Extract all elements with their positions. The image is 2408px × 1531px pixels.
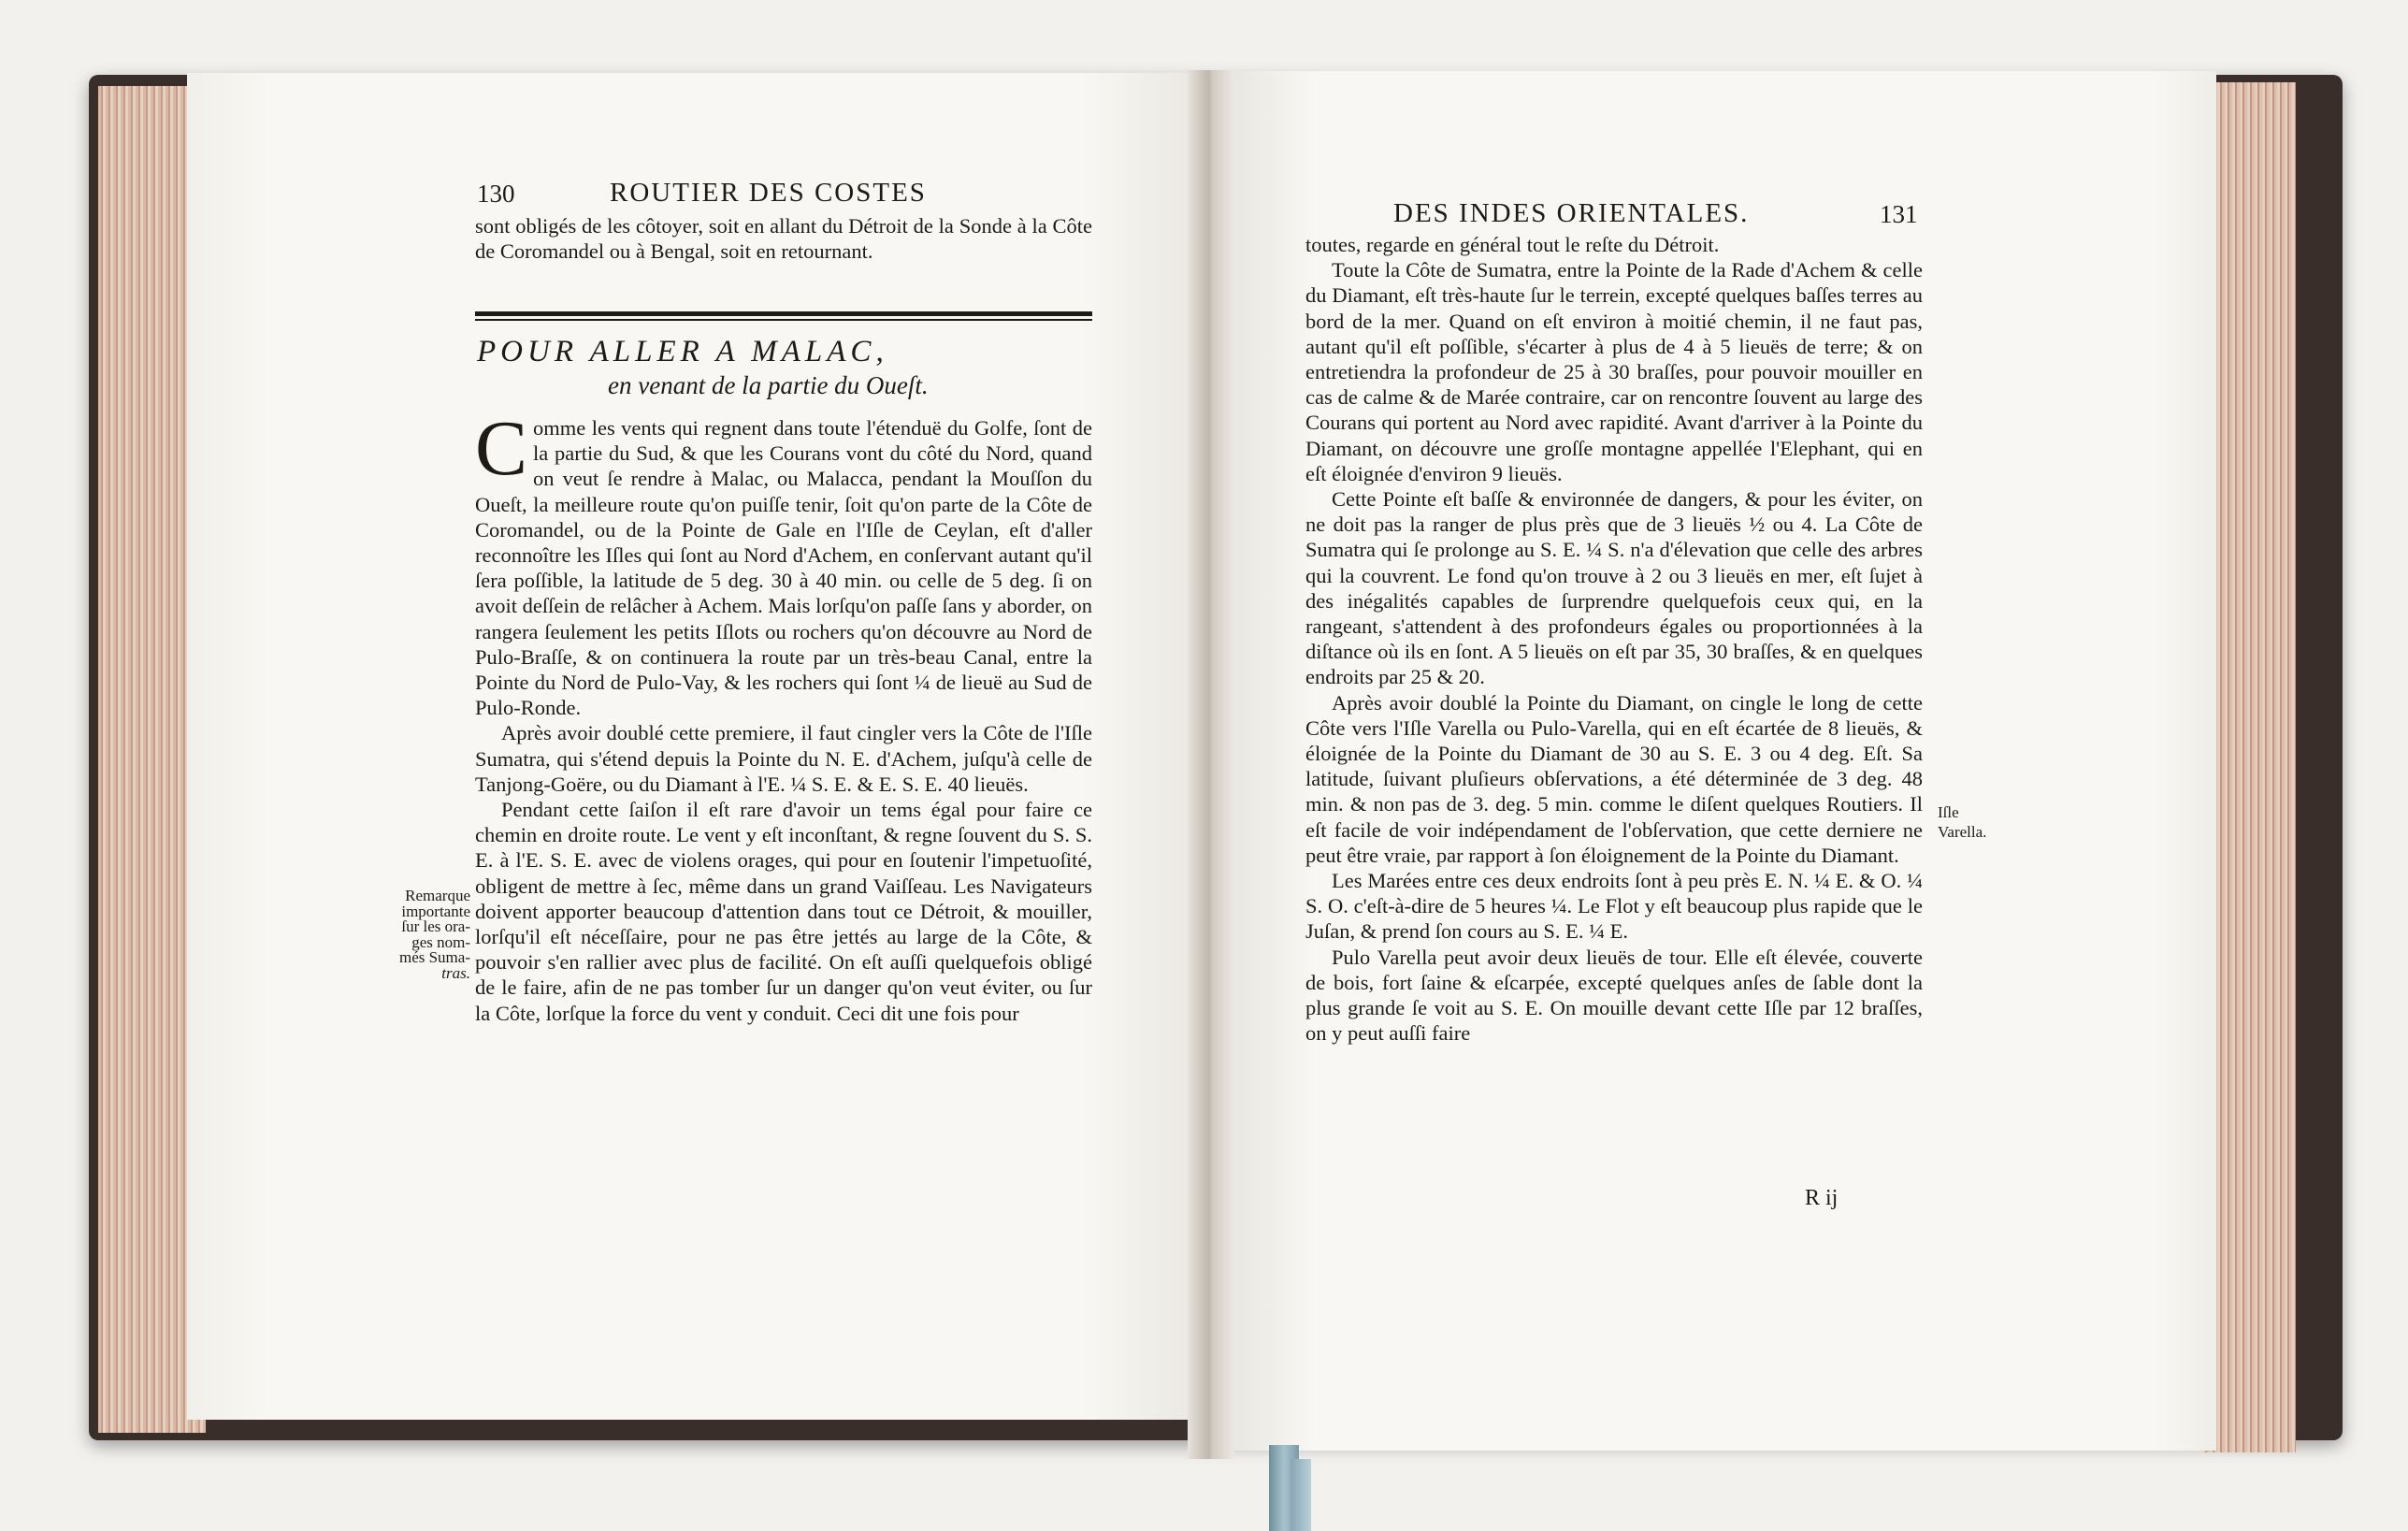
right-paragraph-3: Après avoir doublé la Pointe du Diamant, on cingle le long de cette Côte vers l'Iſle Varella ou Pulo-Varella, qui en eſt écartée de 8 lieuës, & éloignée de la Pointe du Diamant de 30 au S. E. 3 ou 4 deg. Eſt. Sa latitude, ſuivant pluſieurs obſervations, a été déterminée de 3 deg. 48 min. & non pas de 3. deg. 5 min. comme le diſent quelques Routiers. Il eſt facile de voir indépendament de l'obſervation, que cette derniere ne peut être vraie, par rapport à ſon éloignement de la Pointe du Diamant.	[1305, 690, 1923, 867]
right-paragraph-1: Toute la Côte de Sumatra, entre la Pointe de la Rade d'Achem & celle du Diamant, eſt très-haute ſur le terrein, excepté quelques baſſes terres au bord de la mer. Quand on eſt environ à moitié chemin, il ne faut pas, autant qu'il eſt poſſible, s'écarter à plus de 4 à 5 lieuës de terre; & on entretiendra la profondeur de 25 à 30 braſſes, pour pouvoir mouiller en cas de calme & de Marée contraire, car on rencontre ſouvent au large des Courans qui portent au Nord avec rapidité. Avant d'arriver à la Pointe du Diamant, on découvre une groſſe montagne appellée l'Elephant, qui en eſt éloignée d'environ 9 lieuës.	[1305, 258, 1923, 485]
right-paragraph-2: Cette Pointe eſt baſſe & environnée de dangers, & pour les éviter, on ne doit pas la ranger de plus près que de 3 lieuës ½ ou 4. La Côte de Sumatra qui ſe prolonge au S. E. ¼ S. n'a d'élevation que celle des arbres qui la couvrent. Le fond qu'on trouve à 2 ou 3 lieuës en mer, eſt ſujet à des inégalités capables de ſurprendre quelquefois ceux qui, en la rangeant, s'attendent à des profondeurs égales ou proportionnées à la diſtance où ils en ſont. A 5 lieuës on eſt par 35, 30 braſſes, & en quelques endroits par 25 & 20.	[1305, 487, 1923, 689]
right-page-number: 131	[1880, 200, 1918, 228]
left-margin-note: Remarque importante ſur les ora- ges nom- més Suma- tras.	[398, 887, 470, 982]
left-paragraph-1: Comme les vents qui regnent dans toute l'étenduë du Golfe, ſont de la partie du Sud, & que les Courans vont du côté du Nord, quand on veut ſe rendre à Malac, ou Malacca, pendant la Mouſſon du Oueſt, la meilleure route qu'on puiſſe tenir, ſoit qu'on parte de la Côte de Coromandel, ou de la Pointe de Gale en l'Iſle de Ceylan, eſt d'aller reconnoître les Iſles qui ſont au Nord d'Achem, en conſervant autant qu'il ſera poſſible, la latitude de 5 deg. 30 à 40 min. ou celle de 5 deg. ſi on avoit deſſein de relâcher à Achem. Mais lorſqu'on paſſe ſans y aborder, on rangera ſeulement les petits Iſlots ou rochers qu'on découvre au Nord de Pulo-Braſſe, & on continuera la route par un très-beau Canal, entre la Pointe du Nord de Pulo-Vay, & les rochers qui ſont ¼ de lieuë au Sud de Pulo-Ronde.	[475, 405, 1092, 720]
left-continuation-text	[475, 213, 1092, 264]
section-title: POUR ALLER A MALAC,	[477, 335, 888, 368]
right-body-text	[1305, 232, 1923, 1047]
left-running-head: ROUTIER DES COSTES	[610, 178, 927, 208]
book-gutter	[1188, 70, 1234, 1459]
left-paragraph-2: Après avoir doublé cette premiere, il faut cingler vers la Côte de l'Iſle Sumatra, qui s'étend depuis la Pointe du N. E. d'Achem, juſqu'à celle de Tanjong-Goëre, ou du Diamant à l'E. ¼ S. E. & E. S. E. 40 lieuës.	[475, 721, 1092, 796]
left-page-number: 130	[477, 180, 515, 208]
right-margin-note: Iſle Varella.	[1938, 803, 1987, 841]
drop-cap: C	[475, 405, 528, 492]
signature-mark: R ij	[1805, 1186, 1838, 1210]
section-subtitle: en venant de la partie du Oueſt.	[608, 371, 929, 399]
right-continuation: toutes, regarde en général tout le reſte du Détroit.	[1305, 233, 1720, 256]
continuation-paragraph: sont obligés de les côtoyer, soit en allant du Détroit de la Sonde à la Côte de Coromandel ou à Bengal, soit en retournant.	[475, 214, 1092, 264]
left-paragraph-3: Pendant cette ſaiſon il eſt rare d'avoir un tems égal pour faire ce chemin en droite route. Le vent y eſt inconſtant, & regne ſouvent du S. S. E. à l'E. S. E. avec de violens orages, qui pour en ſoutenir l'impetuoſité, obligent de mettre à ſec, même dans un grand Vaiſſeau. Les Navigateurs doivent apporter beaucoup d'attention dans tout ce Détroit, & mouiller, lorſqu'il eſt néceſſaire, pour ne pas être jettés au large de la Côte, & pouvoir s'en rallier avec plus de facilité. On eſt auſſi quelquefois obligé de le faire, afin de ne pas tomber ſur un danger qu'on veut éviter, ou ſur la Côte, lorſque la force du vent y conduit. Ceci dit une fois pour	[475, 798, 1092, 1025]
right-paragraph-5: Pulo Varella peut avoir deux lieuës de tour. Elle eſt élevée, couverte de bois, fort ſaine & eſcarpée, excepté quelques anſes de ſable dont la plus grande ſe voit au S. E. On mouille devant cette Iſle par 12 braſſes, on y peut auſſi faire	[1305, 945, 1923, 1046]
right-running-head: DES INDES ORIENTALES.	[1393, 198, 1750, 228]
left-body-text	[475, 405, 1092, 1026]
right-page-edges	[2202, 82, 2296, 1452]
bookmark-ribbon-2	[1291, 1459, 1311, 1531]
section-rule	[475, 311, 1092, 321]
right-paragraph-4: Les Marées entre ces deux endroits ſont à peu près E. N. ¼ E. & O. ¼ S. O. c'eſt-à-dire de 5 heures ¼. Le Flot y eſt beaucoup plus rapide que le Juſan, & prend ſon cours au S. E. ¼ E.	[1305, 869, 1923, 944]
